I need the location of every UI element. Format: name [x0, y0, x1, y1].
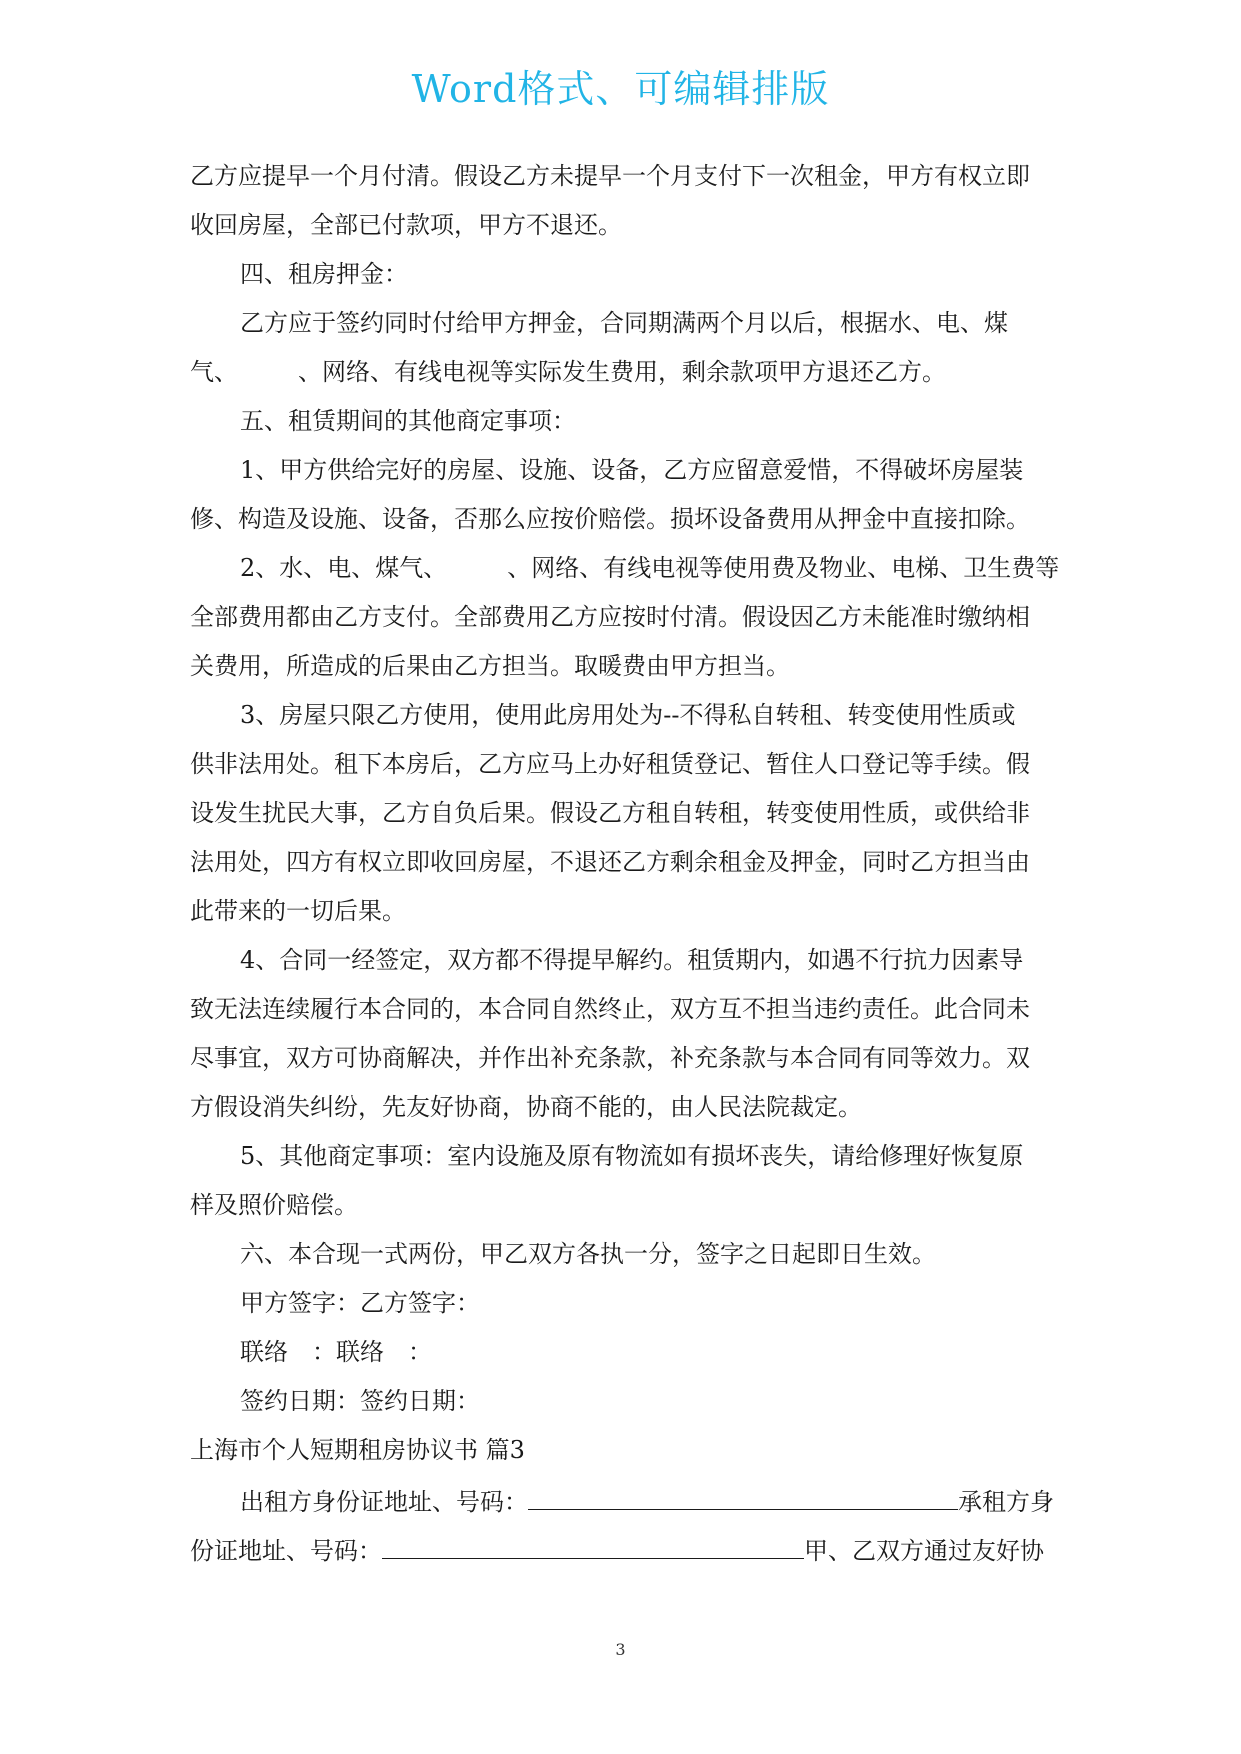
text-fragment: 联络 [240, 1338, 288, 1366]
text-line: 六、本合现一式两份，甲乙双方各执一分，签字之日起即日生效。 [240, 1240, 936, 1268]
text-line: 此带来的一切后果。 [190, 897, 406, 925]
text-fragment: 气、 [190, 358, 238, 386]
text-line: 法用处，四方有权立即收回房屋，不退还乙方剩余租金及押金，同时乙方担当由 [190, 848, 1030, 876]
text-line: 设发生扰民大事，乙方自负后果。假设乙方租自转租，转变使用性质，或供给非 [190, 799, 1030, 827]
text-fragment: ：联络 [312, 1338, 384, 1366]
text-line: 样及照价赔偿。 [190, 1191, 358, 1219]
blank-underline [528, 1475, 958, 1510]
contact-line [190, 1328, 1070, 1377]
text-line: 乙方应提早一个月付清。假设乙方未提早一个月支付下一次租金，甲方有权立即 [190, 162, 1030, 190]
text-line: 关费用，所造成的后果由乙方担当。取暖费由甲方担当。 [190, 652, 790, 680]
section-heading-deposit: 四、租房押金： [240, 260, 408, 288]
signature-line: 甲方签字：乙方签字： [240, 1289, 480, 1317]
text-line: 4、合同一经签定，双方都不得提早解约。租赁期内，如遇不行抗力因素导 [240, 946, 1024, 974]
text-line: 3、房屋只限乙方使用，使用此房用处为--不得私自转租、转变使用性质或 [240, 701, 1016, 729]
text-fragment: 2、水、电、煤气、 [240, 554, 448, 582]
text-line: 致无法连续履行本合同的，本合同自然终止，双方互不担当违约责任。此合同未 [190, 995, 1030, 1023]
text-line [190, 1475, 1070, 1524]
text-line [190, 1524, 1070, 1573]
text-line: 全部费用都由乙方支付。全部费用乙方应按时付清。假设因乙方未能准时缴纳相 [190, 603, 1030, 631]
blank-underline [382, 1524, 804, 1559]
document-header-title: Word格式、可编辑排版 [411, 67, 830, 111]
text-line: 尽事宜，双方可协商解决，并作出补充条款，补充条款与本合同有同等效力。双 [190, 1044, 1030, 1072]
text-fragment: 出租方身份证地址、号码： [240, 1488, 528, 1516]
text-line: 修、构造及设施、设备，否那么应按价赔偿。损坏设备费用从押金中直接扣除。 [190, 505, 1030, 533]
text-line: 供非法用处。租下本房后，乙方应马上办好租赁登记、暂住人口登记等手续。假 [190, 750, 1030, 778]
text-fragment: 承租方身 [958, 1488, 1054, 1516]
text-line [190, 348, 1070, 397]
text-line: 1、甲方供给完好的房屋、设施、设备，乙方应留意爱惜，不得破坏房屋装 [240, 456, 1024, 484]
text-fragment: 份证地址、号码： [190, 1537, 382, 1565]
text-fragment: 甲、乙双方通过友好协 [804, 1537, 1044, 1565]
page-number: 3 [615, 1640, 626, 1659]
text-line: 乙方应于签约同时付给甲方押金，合同期满两个月以后，根据水、电、煤 [240, 309, 1008, 337]
text-line: 收回房屋，全部已付款项，甲方不退还。 [190, 211, 622, 239]
section-title: 上海市个人短期租房协议书 篇3 [190, 1436, 525, 1464]
text-fragment: ： [408, 1338, 432, 1366]
signing-date-line: 签约日期：签约日期： [240, 1387, 480, 1415]
text-fragment: 、网络、有线电视等使用费及物业、电梯、卫生费等 [507, 554, 1060, 582]
text-line: 5、其他商定事项：室内设施及原有物流如有损坏丧失，请给修理好恢复原 [240, 1142, 1024, 1170]
text-fragment: 、网络、有线电视等实际发生费用，剩余款项甲方退还乙方。 [298, 358, 946, 386]
text-line: 方假设消失纠纷，先友好协商，协商不能的，由人民法院裁定。 [190, 1093, 862, 1121]
text-line [190, 544, 1070, 593]
section-heading-other-matters: 五、租赁期间的其他商定事项： [240, 407, 576, 435]
document-body [190, 152, 1070, 1573]
